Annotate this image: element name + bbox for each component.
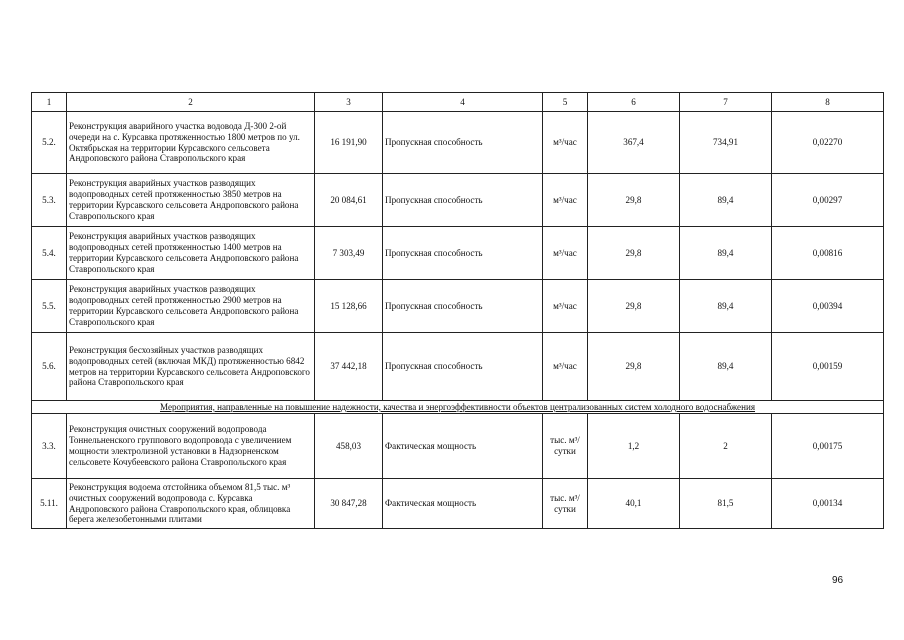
header-cell: 2 <box>67 93 315 112</box>
row-value-8: 0,00297 <box>772 174 884 227</box>
row-unit: м³/час <box>543 112 588 174</box>
header-cell: 1 <box>32 93 67 112</box>
row-unit: м³/час <box>543 174 588 227</box>
row-cost: 458,03 <box>315 414 383 479</box>
row-value-6: 29,8 <box>588 333 680 401</box>
header-cell: 5 <box>543 93 588 112</box>
header-row <box>32 93 884 112</box>
table-row <box>32 479 884 529</box>
row-cost: 30 847,28 <box>315 479 383 529</box>
row-number: 3.3. <box>32 414 67 479</box>
measures-table <box>31 92 884 529</box>
row-parameter: Фактическая мощность <box>383 479 543 529</box>
table-row <box>32 333 884 401</box>
row-value-8: 0,00134 <box>772 479 884 529</box>
row-number: 5.11. <box>32 479 67 529</box>
row-value-7: 89,4 <box>680 333 772 401</box>
table-row <box>32 174 884 227</box>
row-value-8: 0,00394 <box>772 280 884 333</box>
row-value-7: 81,5 <box>680 479 772 529</box>
row-cost: 15 128,66 <box>315 280 383 333</box>
row-number: 5.3. <box>32 174 67 227</box>
row-number: 5.4. <box>32 227 67 280</box>
section-row <box>32 401 884 414</box>
row-value-7: 89,4 <box>680 280 772 333</box>
row-description: Реконструкция аварийных участков разводящих водопроводных сетей протяженностью 1400 метров на территории Курсавского сельсовета Андроповского района Ставропольского края <box>67 227 315 280</box>
page-number: 96 <box>832 575 844 586</box>
row-description: Реконструкция водоема отстойника объемом 81,5 тыс. м³ очистных сооружений водопровода с. Курсавка Андроповского района Ставропольского края, облицовка берега железобетонными плитами <box>67 479 315 529</box>
row-parameter: Пропускная способность <box>383 227 543 280</box>
row-unit: м³/час <box>543 227 588 280</box>
row-value-6: 29,8 <box>588 227 680 280</box>
row-value-8: 0,00175 <box>772 414 884 479</box>
row-parameter: Пропускная способность <box>383 280 543 333</box>
row-number: 5.5. <box>32 280 67 333</box>
row-description: Реконструкция бесхозяйных участков разводящих водопроводных сетей (включая МКД) протяженностью 6842 метров на территории Курсавского сельсовета Андроповского района Ставропольского края <box>67 333 315 401</box>
table-row <box>32 112 884 174</box>
row-parameter: Фактическая мощность <box>383 414 543 479</box>
row-description: Реконструкция аварийных участков разводящих водопроводных сетей протяженностью 3850 метров на территории Курсавского сельсовета Андроповского района Ставропольского края <box>67 174 315 227</box>
row-number: 5.2. <box>32 112 67 174</box>
header-cell: 6 <box>588 93 680 112</box>
row-parameter: Пропускная способность <box>383 333 543 401</box>
row-value-6: 367,4 <box>588 112 680 174</box>
row-value-6: 1,2 <box>588 414 680 479</box>
row-unit: тыс. м³/сутки <box>543 414 588 479</box>
row-unit: м³/час <box>543 333 588 401</box>
row-description: Реконструкция аварийных участков разводящих водопроводных сетей протяженностью 2900 метров на территории Курсавского сельсовета Андроповского района Ставропольского края <box>67 280 315 333</box>
row-value-7: 89,4 <box>680 174 772 227</box>
row-value-6: 29,8 <box>588 174 680 227</box>
header-cell: 7 <box>680 93 772 112</box>
row-cost: 7 303,49 <box>315 227 383 280</box>
row-number: 5.6. <box>32 333 67 401</box>
row-cost: 37 442,18 <box>315 333 383 401</box>
table-row <box>32 280 884 333</box>
row-description: Реконструкция аварийного участка водовода Д-300 2-ой очереди на с. Курсавка протяженностью 1800 метров по ул. Октябрьская на территории Курсавского сельсовета Андроповского района Ставропольского края <box>67 112 315 174</box>
row-value-8: 0,00816 <box>772 227 884 280</box>
row-value-6: 40,1 <box>588 479 680 529</box>
row-unit: м³/час <box>543 280 588 333</box>
row-cost: 20 084,61 <box>315 174 383 227</box>
row-parameter: Пропускная способность <box>383 112 543 174</box>
section-title: Мероприятия, направленные на повышение надежности, качества и энергоэффективности объектов централизованных систем холодного водоснабжения <box>32 401 884 414</box>
table-row <box>32 414 884 479</box>
row-unit: тыс. м³/сутки <box>543 479 588 529</box>
row-parameter: Пропускная способность <box>383 174 543 227</box>
row-value-8: 0,00159 <box>772 333 884 401</box>
row-value-7: 2 <box>680 414 772 479</box>
header-cell: 4 <box>383 93 543 112</box>
row-value-7: 734,91 <box>680 112 772 174</box>
row-value-8: 0,02270 <box>772 112 884 174</box>
row-value-6: 29,8 <box>588 280 680 333</box>
row-description: Реконструкция очистных сооружений водопровода Тоннельненского группового водопровода с увеличением мощности электролизной установки в Надзорненском сельсовете Кочубеевского района Ставропольского края <box>67 414 315 479</box>
table-row <box>32 227 884 280</box>
row-cost: 16 191,90 <box>315 112 383 174</box>
header-cell: 8 <box>772 93 884 112</box>
header-cell: 3 <box>315 93 383 112</box>
row-value-7: 89,4 <box>680 227 772 280</box>
